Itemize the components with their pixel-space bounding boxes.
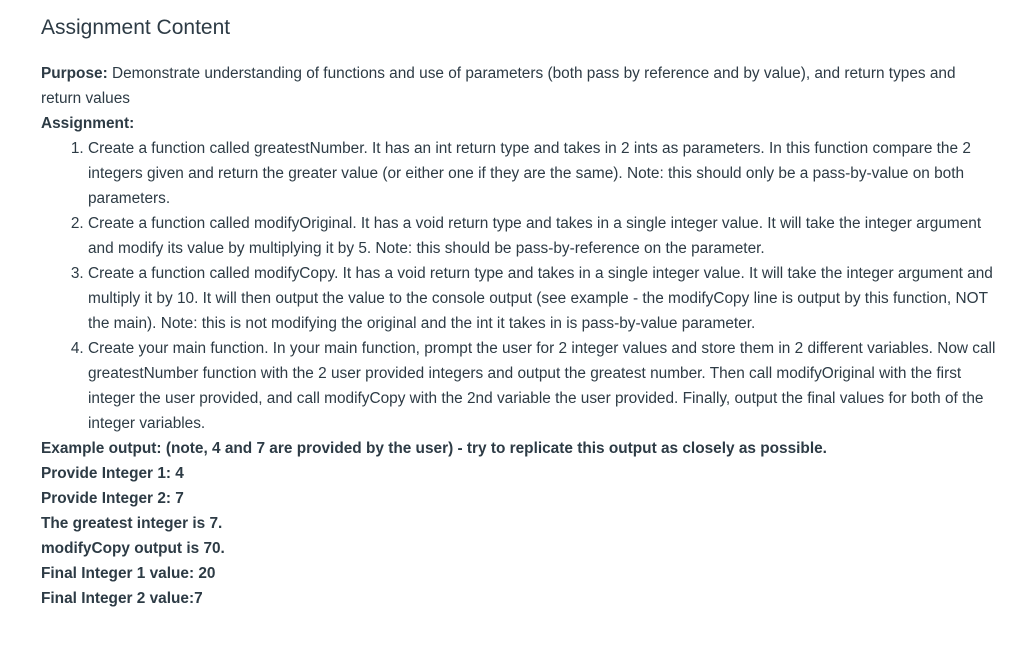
example-output-heading: Example output: (note, 4 and 7 are provided by the user) - try to replicate this output as closely as possible. (41, 440, 827, 457)
example-output-line: Final Integer 2 value:7 (41, 590, 203, 607)
task-list (41, 136, 996, 436)
page-title: Assignment Content (41, 16, 231, 39)
task-item-4: 4. Create your main function. In your main function, prompt the user for 2 integer values and store them in 2 different variables. Now call greatestNumber function with the 2 user provided integers and output the greatest number. Then call modifyOriginal with the first integer the user provided, and call modifyCopy with the 2nd variable the user provided. Finally, output the final values for both of the integer variables. (88, 336, 996, 436)
example-output-line: Final Integer 1 value: 20 (41, 565, 216, 582)
example-output-line: The greatest integer is 7. (41, 515, 223, 532)
purpose-label: Purpose: (41, 65, 108, 82)
task-item-3: 3. Create a function called modifyCopy. It has a void return type and takes in a single integer value. It will take the integer argument and multiply it by 10. It will then output the value to the console output (see example - the modifyCopy line is output by this function, NOT the main). Note: this is not modifying the original and the int it takes in is pass-by-value parameter. (88, 261, 996, 336)
purpose-text: Demonstrate understanding of functions and use of parameters (both pass by reference and by value), and return types and return values (41, 65, 956, 107)
example-output-line: modifyCopy output is 70. (41, 540, 225, 557)
example-output-line: Provide Integer 1: 4 (41, 465, 184, 482)
assignment-body (41, 61, 996, 611)
task-item-2: 2. Create a function called modifyOriginal. It has a void return type and takes in a single integer value. It will take the integer argument and modify its value by multiplying it by 5. Note: this should be pass-by-reference on the parameter. (88, 211, 996, 261)
example-output-line: Provide Integer 2: 7 (41, 490, 184, 507)
purpose-paragraph (41, 61, 996, 111)
task-item-1: 1. Create a function called greatestNumber. It has an int return type and takes in 2 ints as parameters. In this function compare the 2 integers given and return the greater value (or either one if they are the same). Note: this should only be a pass-by-value on both parameters. (88, 136, 996, 211)
assignment-label: Assignment: (41, 115, 135, 132)
